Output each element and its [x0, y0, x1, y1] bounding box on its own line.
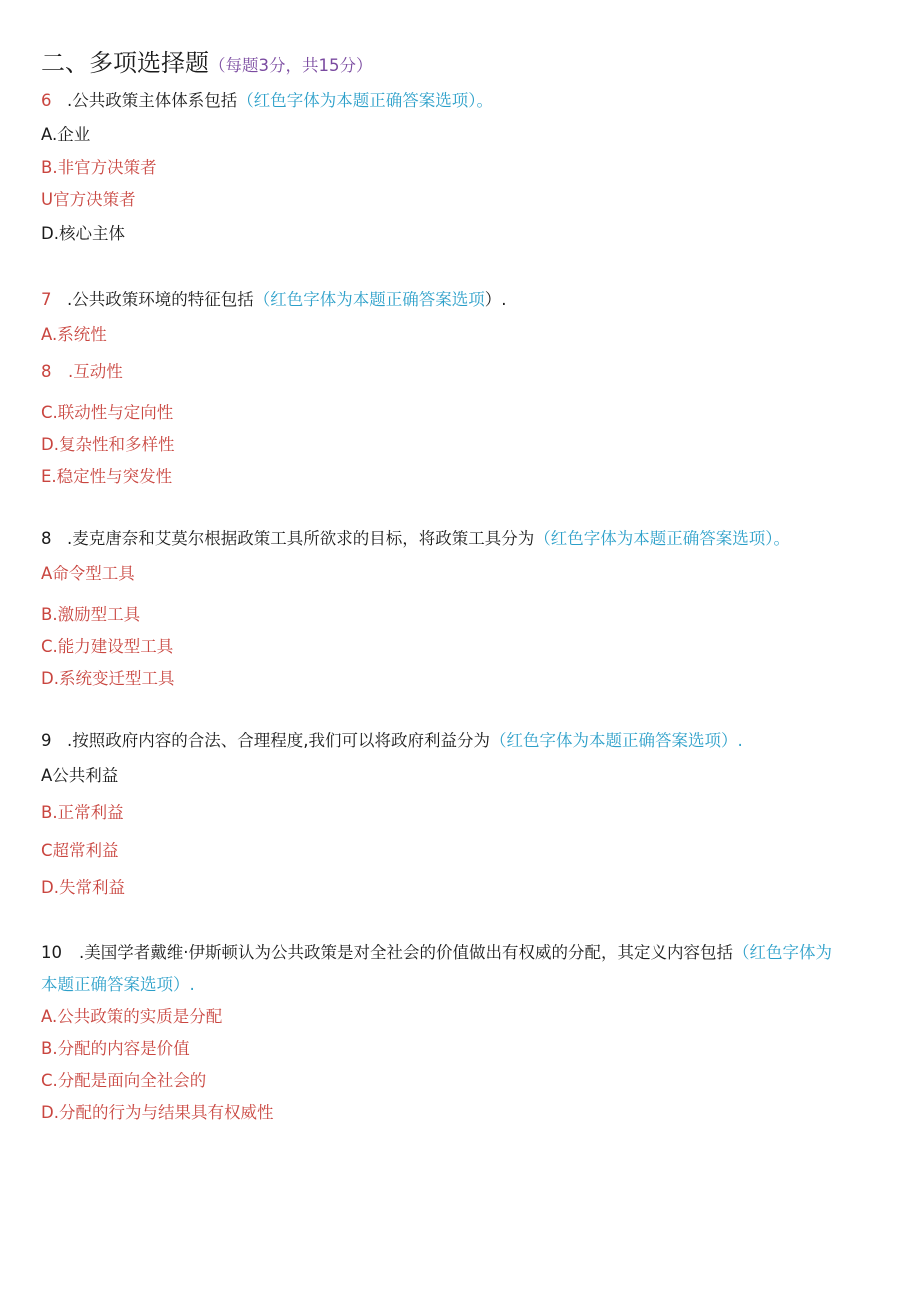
option-correct: 8 .互动性: [41, 362, 123, 381]
question-text: .公共政策环境的特征包括: [67, 290, 254, 309]
option-correct: A命令型工具: [41, 564, 135, 583]
option: A公共利益: [41, 766, 119, 785]
question-text: .麦克唐奈和艾莫尔根据政策工具所欲求的目标，将政策工具分为: [67, 529, 535, 548]
question-stem: [41, 528, 790, 550]
question-stem: [41, 90, 493, 112]
question-number: 8: [41, 529, 52, 548]
section-title: [41, 48, 373, 81]
section-score: （每题3分，共15分）: [209, 56, 373, 75]
answer-hint-continued: 本题正确答案选项）.: [41, 975, 195, 994]
question-end: ）.: [484, 290, 507, 309]
question-number: 7: [41, 290, 52, 309]
option-correct: B.分配的内容是价值: [41, 1039, 190, 1058]
option-correct: D.系统变迁型工具: [41, 669, 175, 688]
question-number: 10: [41, 943, 62, 962]
option-correct: A.公共政策的实质是分配: [41, 1007, 223, 1026]
option-correct: E.稳定性与突发性: [41, 467, 173, 486]
question-text: .公共政策主体体系包括: [67, 91, 238, 110]
option-correct: B.激励型工具: [41, 605, 141, 624]
answer-hint: （红色字体为本题正确答案选项: [253, 290, 485, 309]
question-end: 。: [476, 91, 493, 110]
option-correct: D.失常利益: [41, 878, 125, 897]
option-correct: D.复杂性和多样性: [41, 435, 175, 454]
answer-hint: （红色字体为本题正确答案选项）.: [490, 731, 743, 750]
answer-hint: （红色字体为: [733, 943, 832, 962]
question-text: .美国学者戴维·伊斯顿认为公共政策是对全社会的价值做出有权威的分配，其定义内容包括: [79, 943, 733, 962]
question-stem: [41, 289, 507, 311]
option-correct: C.分配是面向全社会的: [41, 1071, 207, 1090]
option-correct: B.非官方决策者: [41, 158, 157, 177]
option: A.企业: [41, 125, 91, 144]
option-correct: C.联动性与定向性: [41, 403, 174, 422]
section-title-text: 二、多项选择题: [41, 49, 209, 77]
question-stem: [41, 730, 743, 752]
question-number: 6: [41, 91, 52, 110]
question-stem: [41, 942, 832, 964]
question-stem-continued: [41, 974, 195, 996]
option-correct: B.正常利益: [41, 803, 124, 822]
option-correct: D.分配的行为与结果具有权威性: [41, 1103, 274, 1122]
answer-hint: （红色字体为本题正确答案选项）。: [534, 529, 790, 548]
option-correct: U官方决策者: [41, 190, 136, 209]
option-correct: A.系统性: [41, 325, 107, 344]
answer-hint: （红色字体为本题正确答案选项）: [237, 91, 477, 110]
question-text: .按照政府内容的合法、合理程度,我们可以将政府利益分为: [67, 731, 490, 750]
option-correct: C.能力建设型工具: [41, 637, 174, 656]
option: D.核心主体: [41, 224, 125, 243]
option-correct: C超常利益: [41, 841, 119, 860]
question-number: 9: [41, 731, 52, 750]
